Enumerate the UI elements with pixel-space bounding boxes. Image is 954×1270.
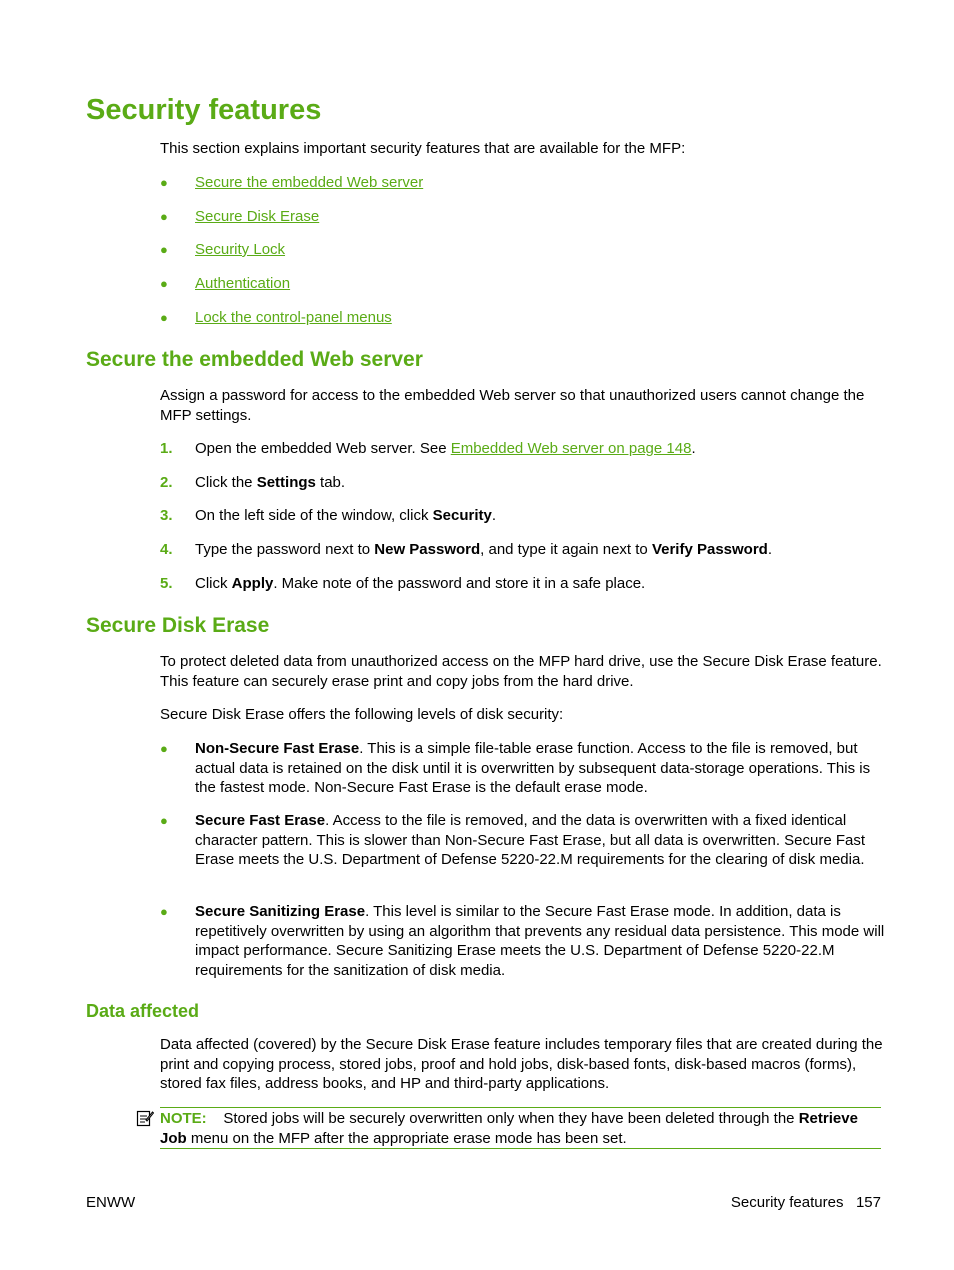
page-title: Security features — [86, 94, 322, 126]
note-label: NOTE: — [160, 1110, 207, 1127]
footer-right — [731, 1193, 881, 1212]
embedded-web-server-link[interactable]: Embedded Web server on page 148 — [450, 440, 692, 457]
bullet-icon: ● — [160, 904, 168, 919]
toc-link-authentication[interactable]: Authentication — [195, 275, 291, 292]
intro-text: This section explains important security features that are available for the MFP: — [160, 140, 686, 157]
toc-link-disk-erase[interactable]: Secure Disk Erase — [195, 208, 320, 225]
bullet-icon: ● — [160, 242, 168, 257]
bullet-icon: ● — [160, 813, 168, 828]
disk-erase-para: To protect deleted data from unauthorized access on the MFP hard drive, use the Secure Disk Erase feature. This feature can securely erase print and copy jobs from the hard drive. — [160, 653, 882, 690]
document-page: Security features This section explains important security features that are available for the MFP: ● Secure the embedded Web server ● Secure Disk Erase ● Security Lock ● Authentication ● Lock the control-panel menus Secure the embedded Web server Assign a password for access to the embedded Web server so that unauthorized users cannot change the MFP settings. 1. Open the embedded Web server. See Embedded Web server on page 148. 2. Click the Settings tab. 3. On the left side of the window, click Security. 4. Type the password next to New Password, and type it again next to Verify Password. 5. Click Apply. Make note of the password and store it in a safe place. Secure Disk Erase To protect deleted data from unauthorized access on the MFP hard drive, use the Secure Disk Erase feature. This feature can securely erase print and copy jobs from the hard drive. Secure Disk Erase offers the following levels of disk security: ● Non-Secure Fast Erase. This is a simple file-table erase function. Access to the file is removed, but actual data is retained on the disk until it is overwritten by subsequent data-storage operations. This is the fastest mode. Non-Secure Fast Erase is the default erase mode. ● Secure Fast Erase. Access to the file is removed, and the data is overwritten with a fixed identical character pattern. This is slower than Non-Secure Fast Erase, but all data is overwritten. Secure Fast Erase meets the U.S. Department of Defense 5220-22.M requirements for the clearing of disk media. ● Secure Sanitizing Erase. This level is similar to the Secure Fast Erase mode. In addition, data is repetitively overwritten by using an algorithm that prevents any residual data persistence. This mode will impact performance. Secure Sanitizing Erase meets the U.S. Department of Defense 5220-22.M requirements for the sanitization of disk media. Data affected Data affected (covered) by the Secure Disk Erase feature includes temporary files that are created during the print and copying process, stored jobs, proof and hold jobs, disk-based fonts, disk-based macros (forms), stored fax files, address books, and HP and third-party applications. NOTE: Stored jobs will be securely overwritten only when they have been deleted through the Retrieve Job menu on the MFP after the appropriate erase mode has been set. ENWW Security features 157 — [0, 0, 954, 1270]
section-heading-web-server: Secure the embedded Web server — [86, 348, 423, 371]
bullet-icon: ● — [160, 209, 168, 224]
subsection-heading-data-affected: Data affected — [86, 1001, 200, 1021]
page-number: 157 — [855, 1194, 881, 1211]
web-server-para: Assign a password for access to the embedded Web server so that unauthorized users cannot change the MFP settings. — [160, 387, 865, 424]
toc-link-web-server[interactable]: Secure the embedded Web server — [195, 174, 424, 191]
bullet-icon: ● — [160, 276, 168, 291]
bullet-icon: ● — [160, 741, 168, 756]
section-heading-disk-erase: Secure Disk Erase — [86, 614, 270, 637]
toc-link-lock-menus[interactable]: Lock the control-panel menus — [195, 309, 392, 326]
data-affected-para: Data affected (covered) by the Secure Disk Erase feature includes temporary files that are created during the print and copying process, stored jobs, proof and hold jobs, disk-based fonts, disk-based macros (forms), stored fax files, address books, and HP and third-party applications. — [160, 1036, 883, 1092]
note-icon — [136, 1109, 154, 1127]
bullet-icon: ● — [160, 310, 168, 325]
footer-section: Security features — [730, 1194, 844, 1211]
bullet-icon: ● — [160, 175, 168, 190]
toc-link-security-lock[interactable]: Security Lock — [195, 241, 286, 258]
disk-erase-levels-intro: Secure Disk Erase offers the following levels of disk security: — [160, 706, 564, 723]
note-box: NOTE: Stored jobs will be securely overwritten only when they have been deleted through the Retrieve Job menu on the MFP after the appropriate erase mode has been set. — [160, 1107, 881, 1149]
footer-left: ENWW — [86, 1194, 136, 1211]
